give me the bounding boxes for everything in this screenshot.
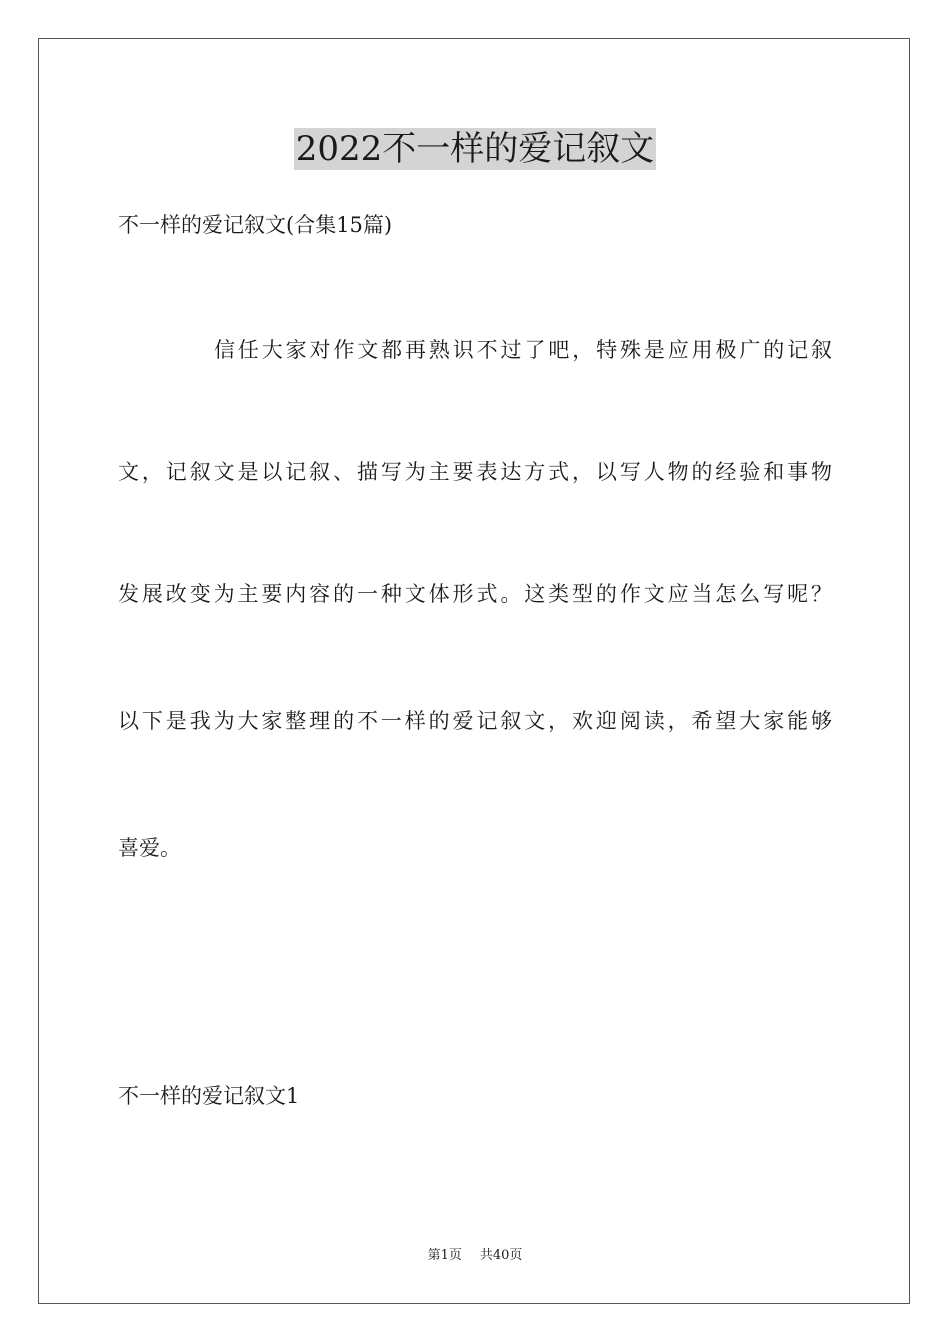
document-subtitle: 不一样的爱记叙文(合集15篇) xyxy=(118,213,393,237)
section-heading: 不一样的爱记叙文1 xyxy=(118,1084,300,1108)
document-title: 2022不一样的爱记叙文 xyxy=(295,129,655,169)
intro-line-4: 以下是我为大家整理的不一样的爱记叙文，欢迎阅读，希望大家能够 xyxy=(118,709,832,733)
intro-line-5: 喜爱。 xyxy=(118,836,181,860)
page-footer xyxy=(0,1247,950,1265)
page-number: 第1页 xyxy=(427,1248,462,1263)
intro-line-1: 信任大家对作文都再熟识不过了吧，特殊是应用极广的记叙 xyxy=(214,338,832,362)
page-total: 共40页 xyxy=(479,1248,523,1263)
intro-line-3: 发展改变为主要内容的一种文体形式。这类型的作文应当怎么写呢？ xyxy=(118,582,832,606)
intro-line-2: 文，记叙文是以记叙、描写为主要表达方式，以写人物的经验和事物 xyxy=(118,460,832,484)
title-container xyxy=(0,128,950,170)
